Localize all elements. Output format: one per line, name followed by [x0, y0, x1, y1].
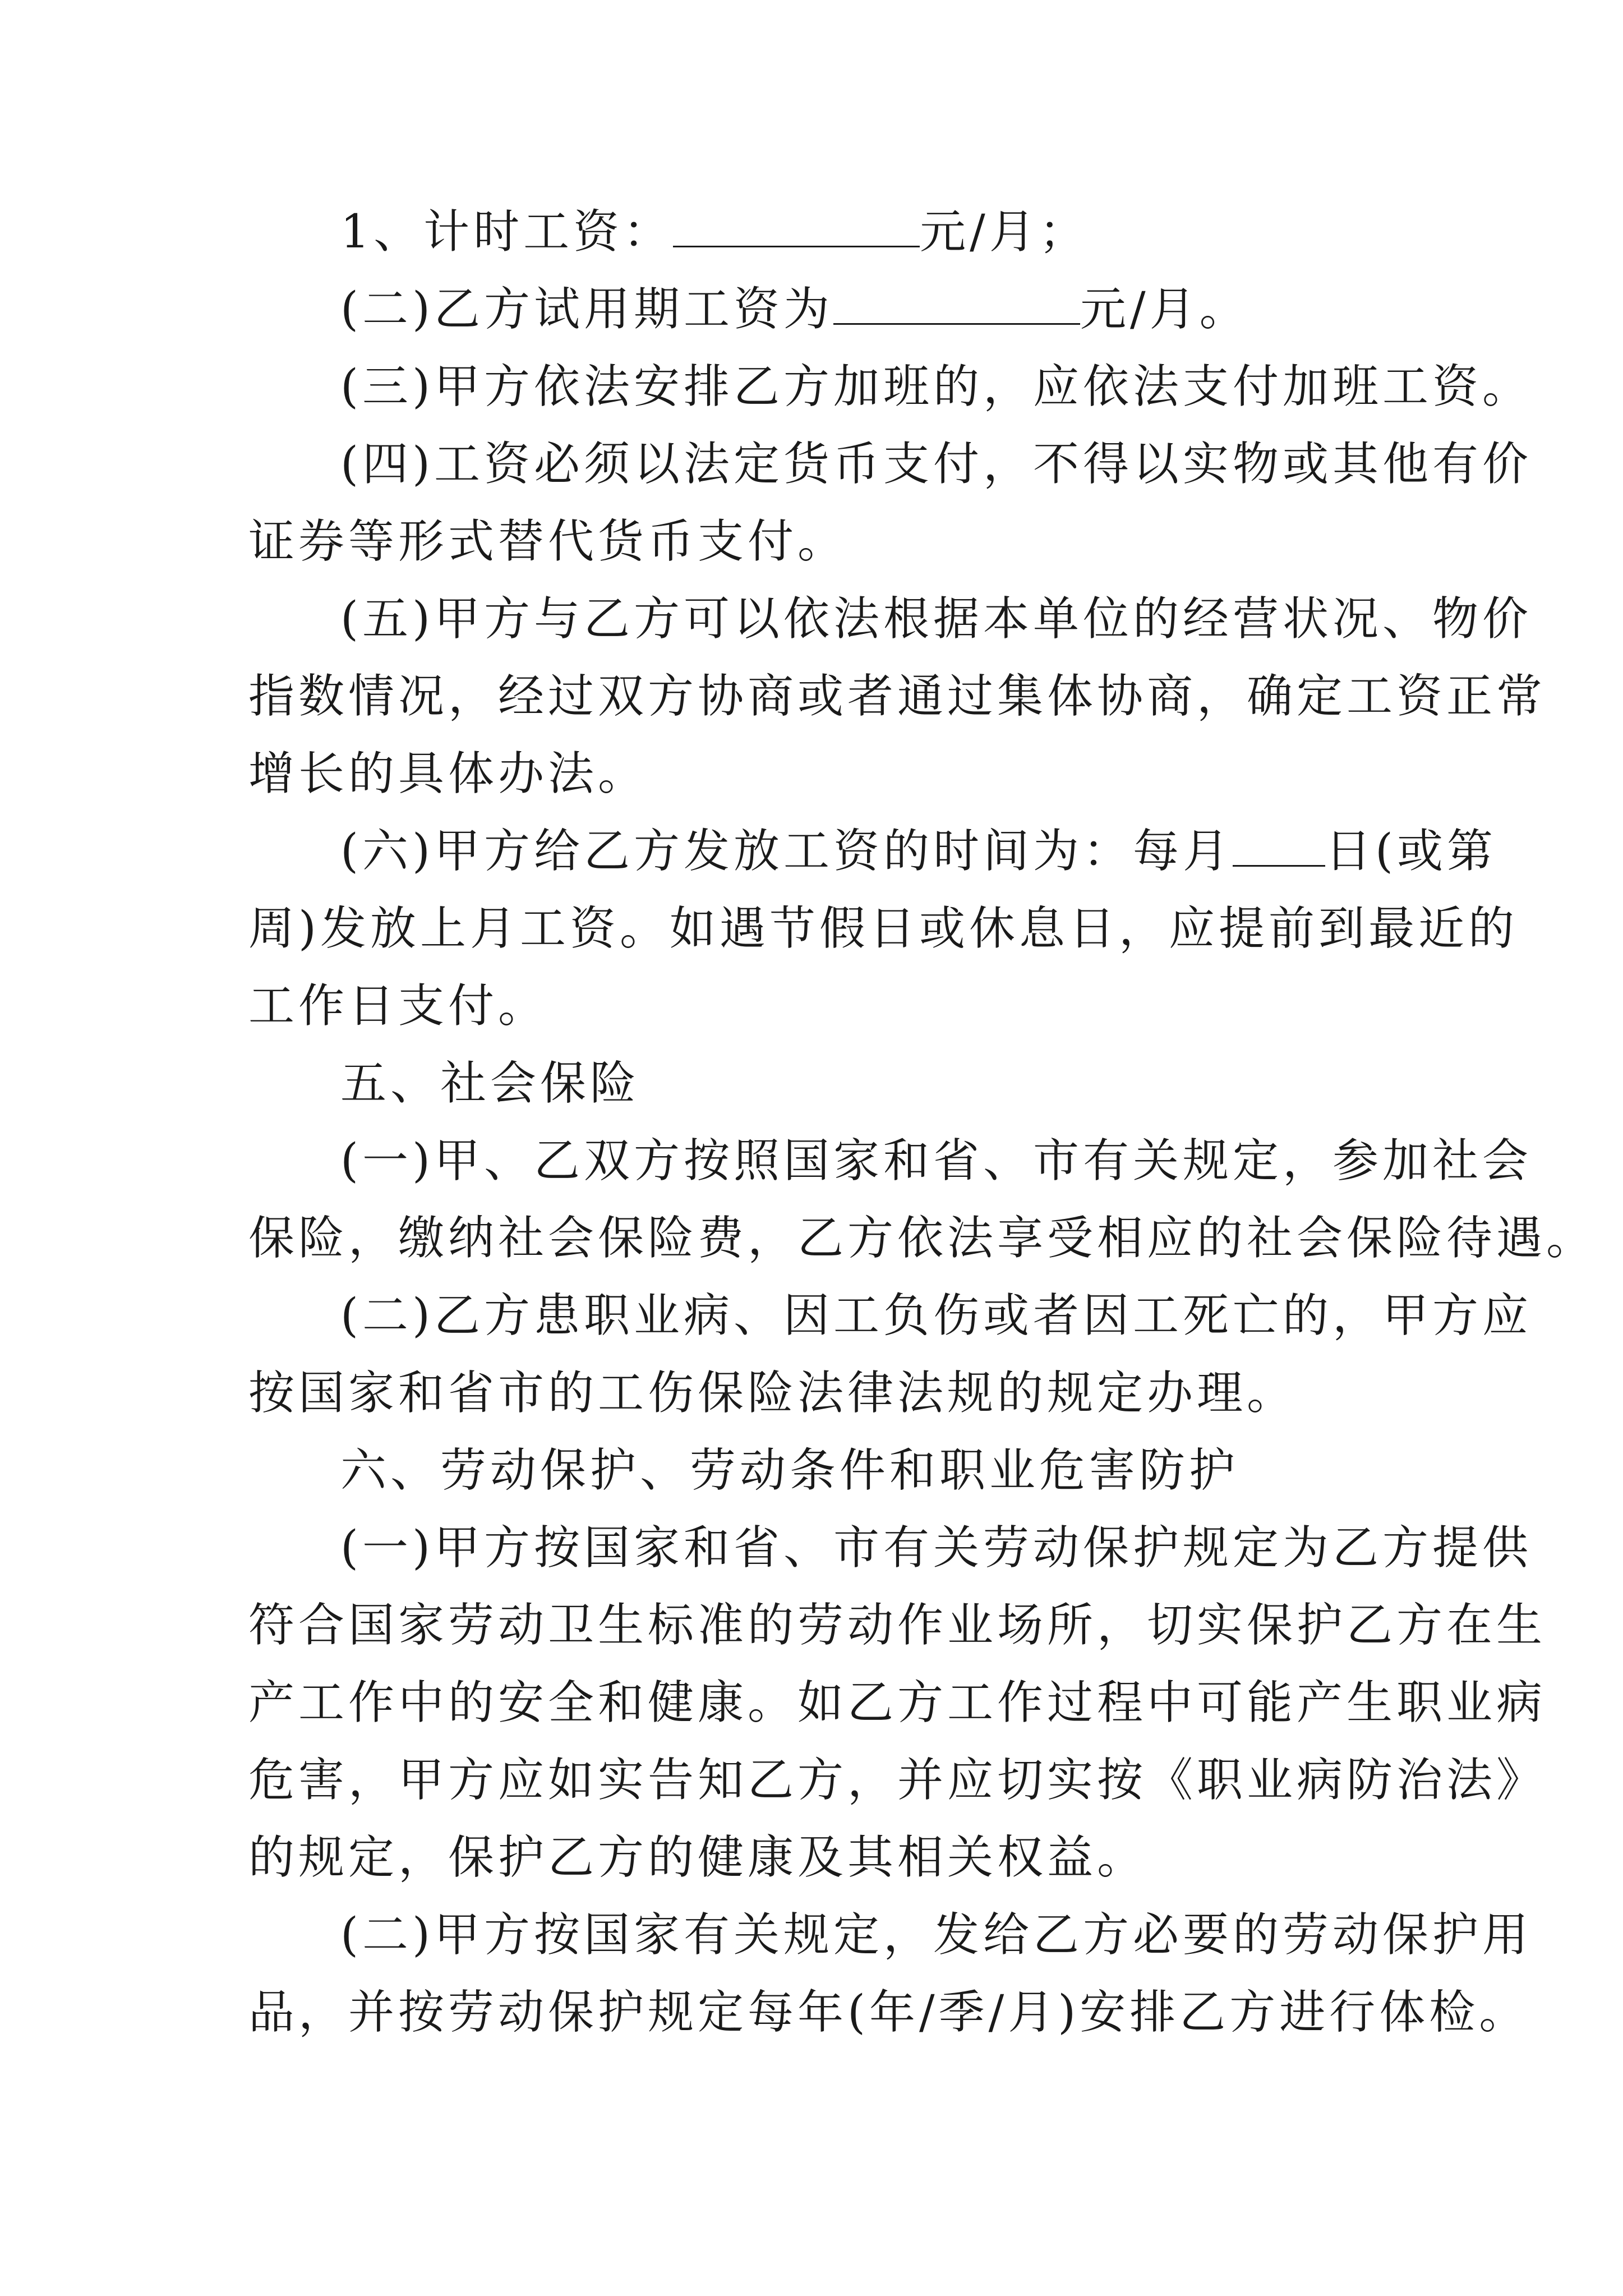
text-line	[248, 890, 1518, 968]
text-segment: 工作日支付。	[248, 979, 548, 1033]
text-line	[248, 1432, 1398, 1510]
text-line	[248, 1587, 1547, 1664]
text-segment: (四)工资必须以法定货币支付，不得以实物或其他有价	[340, 438, 1532, 491]
contract-body	[248, 194, 1597, 2051]
text-segment: (三)甲方依法安排乙方加班的，应依法支付加班工资。	[340, 360, 1532, 413]
text-line	[248, 813, 1497, 890]
fill-in-blank	[1233, 826, 1325, 867]
text-segment: 增长的具体办法。	[248, 747, 648, 800]
text-line	[248, 426, 1532, 503]
text-line	[248, 1355, 1398, 1432]
text-line	[248, 194, 1398, 271]
text-segment: (二)乙方患职业病、因工负伤或者因工死亡的，甲方应	[340, 1289, 1532, 1342]
text-segment: 五、社会保险	[340, 1057, 640, 1110]
text-segment: 符合国家劳动卫生标准的劳动作业场所，切实保护乙方在生	[248, 1599, 1547, 1652]
text-segment: (五)甲方与乙方可以依法根据本单位的经营状况、物价	[340, 592, 1532, 646]
text-line	[248, 271, 1398, 348]
text-line	[248, 1200, 1597, 1277]
text-line	[248, 1045, 1398, 1122]
text-line	[248, 1819, 1398, 1897]
text-segment: 周)发放上月工资。如遇节假日或休息日，应提前到最近的	[248, 902, 1518, 955]
text-line	[248, 1664, 1547, 1742]
text-segment: 品，并按劳动保护规定每年(年/季/月)安排乙方进行体检。	[248, 1986, 1529, 2039]
text-segment: 保险，缴纳社会保险费，乙方依法享受相应的社会保险待遇。	[248, 1212, 1597, 1265]
text-segment: (六)甲方给乙方发放工资的时间为：每月	[340, 825, 1233, 878]
text-segment: 六、劳动保护、劳动条件和职业危害防护	[340, 1444, 1239, 1497]
text-segment: 元/月。	[1080, 283, 1249, 336]
text-line	[248, 348, 1532, 426]
text-line	[248, 1974, 1529, 2051]
text-line	[248, 1277, 1532, 1355]
text-segment: 危害，甲方应如实告知乙方，并应切实按《职业病防治法》	[248, 1754, 1547, 1807]
text-segment: (二)乙方试用期工资为	[340, 283, 833, 336]
text-line	[248, 1742, 1547, 1819]
text-segment: 产工作中的安全和健康。如乙方工作过程中可能产生职业病	[248, 1676, 1547, 1729]
text-segment: (一)甲、乙双方按照国家和省、市有关规定，参加社会	[340, 1134, 1532, 1188]
text-segment: 指数情况，经过双方协商或者通过集体协商，确定工资正常	[248, 670, 1547, 723]
text-line	[248, 581, 1532, 658]
fill-in-blank	[833, 284, 1080, 325]
text-segment: 证券等形式替代货币支付。	[248, 515, 848, 568]
text-line	[248, 1510, 1532, 1587]
text-line	[248, 968, 1398, 1045]
text-segment: (一)甲方按国家和省、市有关劳动保护规定为乙方提供	[340, 1521, 1532, 1575]
fill-in-blank	[673, 206, 920, 247]
text-line	[248, 1122, 1532, 1200]
text-segment: 按国家和省市的工伤保险法律法规的规定办理。	[248, 1366, 1297, 1420]
text-segment: 1、计时工资：	[340, 205, 674, 259]
text-segment: 日(或第	[1325, 825, 1497, 878]
text-line	[248, 503, 1398, 581]
text-line	[248, 1897, 1532, 1974]
text-segment: 元/月；	[920, 205, 1089, 259]
text-segment: 的规定，保护乙方的健康及其相关权益。	[248, 1831, 1147, 1884]
text-line	[248, 658, 1547, 735]
text-line	[248, 735, 1398, 813]
text-segment: (二)甲方按国家有关规定，发给乙方必要的劳动保护用	[340, 1908, 1532, 1962]
